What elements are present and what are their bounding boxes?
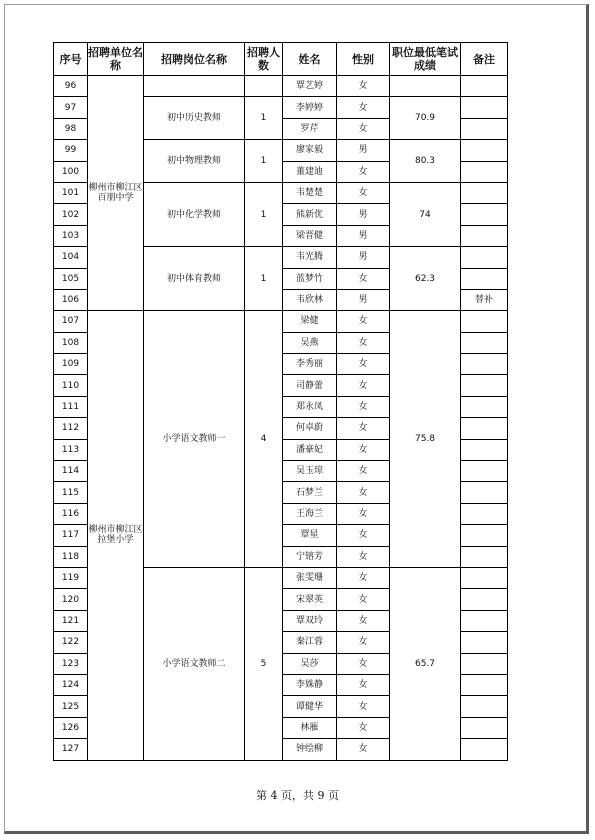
- header-unit: 招聘单位名称: [88, 43, 144, 76]
- remark-cell: [461, 632, 508, 653]
- seq-cell: 108: [54, 332, 88, 353]
- seq-cell: 113: [54, 439, 88, 460]
- remark-cell: [461, 247, 508, 268]
- header-name: 姓名: [283, 43, 337, 76]
- remark-cell: [461, 225, 508, 246]
- name-cell: 潘豪妃: [283, 439, 337, 460]
- quota-cell: [245, 76, 283, 97]
- gender-cell: 女: [337, 717, 390, 738]
- name-cell: 吴燕: [283, 332, 337, 353]
- remark-cell: [461, 375, 508, 396]
- name-cell: 韦楚楚: [283, 182, 337, 203]
- score-cell: 80.3: [390, 140, 461, 183]
- gender-cell: 女: [337, 674, 390, 695]
- gender-cell: 女: [337, 696, 390, 717]
- gender-cell: 女: [337, 610, 390, 631]
- score-cell: 65.7: [390, 567, 461, 760]
- gender-cell: 女: [337, 375, 390, 396]
- seq-cell: 124: [54, 674, 88, 695]
- gender-cell: 女: [337, 461, 390, 482]
- name-cell: 李姝静: [283, 674, 337, 695]
- position-cell: 初中物理教师: [144, 140, 245, 183]
- header-row: [54, 43, 508, 76]
- remark-cell: 替补: [461, 289, 508, 310]
- seq-cell: 125: [54, 696, 88, 717]
- recruitment-table: [53, 42, 508, 761]
- seq-cell: 120: [54, 589, 88, 610]
- position-cell: 小学语文教师二: [144, 567, 245, 760]
- gender-cell: 女: [337, 268, 390, 289]
- gender-cell: 男: [337, 140, 390, 161]
- unit-cell: 柳州市柳江区拉堡小学: [88, 311, 144, 760]
- seq-cell: 100: [54, 161, 88, 182]
- seq-cell: 123: [54, 653, 88, 674]
- remark-cell: [461, 140, 508, 161]
- remark-cell: [461, 739, 508, 760]
- position-cell: 初中历史教师: [144, 97, 245, 140]
- position-cell: 初中体育教师: [144, 247, 245, 311]
- seq-cell: 121: [54, 610, 88, 631]
- position-cell: 小学语文教师一: [144, 311, 245, 568]
- seq-cell: 114: [54, 461, 88, 482]
- gender-cell: 女: [337, 589, 390, 610]
- remark-cell: [461, 461, 508, 482]
- gender-cell: 女: [337, 567, 390, 588]
- name-cell: 王海兰: [283, 503, 337, 524]
- name-cell: 石梦兰: [283, 482, 337, 503]
- name-cell: 李秀丽: [283, 354, 337, 375]
- seq-cell: 119: [54, 567, 88, 588]
- seq-cell: 112: [54, 418, 88, 439]
- gender-cell: 女: [337, 503, 390, 524]
- name-cell: 秦江蓉: [283, 632, 337, 653]
- name-cell: 韦欣林: [283, 289, 337, 310]
- name-cell: 罗芹: [283, 118, 337, 139]
- seq-cell: 101: [54, 182, 88, 203]
- score-cell: 62.3: [390, 247, 461, 311]
- gender-cell: 女: [337, 311, 390, 332]
- remark-cell: [461, 717, 508, 738]
- name-cell: 何卓蔚: [283, 418, 337, 439]
- header-gender: 性别: [337, 43, 390, 76]
- gender-cell: 女: [337, 546, 390, 567]
- gender-cell: 女: [337, 482, 390, 503]
- gender-cell: 女: [337, 182, 390, 203]
- seq-cell: 97: [54, 97, 88, 118]
- remark-cell: [461, 589, 508, 610]
- seq-cell: 96: [54, 76, 88, 97]
- gender-cell: 女: [337, 396, 390, 417]
- remark-cell: [461, 674, 508, 695]
- remark-cell: [461, 268, 508, 289]
- name-cell: 覃星: [283, 525, 337, 546]
- gender-cell: 女: [337, 161, 390, 182]
- seq-cell: 110: [54, 375, 88, 396]
- seq-cell: 105: [54, 268, 88, 289]
- name-cell: 熊新优: [283, 204, 337, 225]
- name-cell: 谭健华: [283, 696, 337, 717]
- gender-cell: 男: [337, 289, 390, 310]
- remark-cell: [461, 332, 508, 353]
- seq-cell: 99: [54, 140, 88, 161]
- table-row: [54, 76, 508, 97]
- gender-cell: 女: [337, 632, 390, 653]
- seq-cell: 107: [54, 311, 88, 332]
- seq-cell: 126: [54, 717, 88, 738]
- seq-cell: 106: [54, 289, 88, 310]
- remark-cell: [461, 653, 508, 674]
- remark-cell: [461, 161, 508, 182]
- gender-cell: 女: [337, 739, 390, 760]
- quota-cell: 1: [245, 182, 283, 246]
- seq-cell: 102: [54, 204, 88, 225]
- quota-cell: 5: [245, 567, 283, 760]
- remark-cell: [461, 610, 508, 631]
- gender-cell: 女: [337, 525, 390, 546]
- gender-cell: 女: [337, 439, 390, 460]
- table-row: [54, 311, 508, 332]
- gender-cell: 男: [337, 225, 390, 246]
- seq-cell: 122: [54, 632, 88, 653]
- gender-cell: 女: [337, 418, 390, 439]
- remark-cell: [461, 482, 508, 503]
- position-cell: [144, 76, 245, 97]
- name-cell: 韦光腾: [283, 247, 337, 268]
- name-cell: 郑永凤: [283, 396, 337, 417]
- name-cell: 钟绘柳: [283, 739, 337, 760]
- gender-cell: 男: [337, 247, 390, 268]
- header-remark: 备注: [461, 43, 508, 76]
- gender-cell: 女: [337, 97, 390, 118]
- gender-cell: 男: [337, 204, 390, 225]
- seq-cell: 111: [54, 396, 88, 417]
- remark-cell: [461, 76, 508, 97]
- name-cell: 吴莎: [283, 653, 337, 674]
- score-cell: 74: [390, 182, 461, 246]
- seq-cell: 117: [54, 525, 88, 546]
- remark-cell: [461, 418, 508, 439]
- name-cell: 宁镕芳: [283, 546, 337, 567]
- name-cell: 覃艺婷: [283, 76, 337, 97]
- remark-cell: [461, 311, 508, 332]
- name-cell: 覃双玲: [283, 610, 337, 631]
- table-body: [54, 76, 508, 761]
- name-cell: 张雯珊: [283, 567, 337, 588]
- name-cell: 蓝梦竹: [283, 268, 337, 289]
- name-cell: 廖家毅: [283, 140, 337, 161]
- gender-cell: 女: [337, 653, 390, 674]
- remark-cell: [461, 546, 508, 567]
- quota-cell: 4: [245, 311, 283, 568]
- position-cell: 初中化学教师: [144, 182, 245, 246]
- gender-cell: 女: [337, 76, 390, 97]
- page-footer: 第 4 页，共 9 页: [256, 789, 339, 802]
- remark-cell: [461, 525, 508, 546]
- quota-cell: 1: [245, 140, 283, 183]
- remark-cell: [461, 503, 508, 524]
- header-quota: 招聘人数: [245, 43, 283, 76]
- quota-cell: 1: [245, 97, 283, 140]
- remark-cell: [461, 696, 508, 717]
- header-score: 职位最低笔试成绩: [390, 43, 461, 76]
- quota-cell: 1: [245, 247, 283, 311]
- seq-cell: 118: [54, 546, 88, 567]
- remark-cell: [461, 567, 508, 588]
- name-cell: 梁晋健: [283, 225, 337, 246]
- remark-cell: [461, 396, 508, 417]
- score-cell: [390, 76, 461, 97]
- score-cell: 75.8: [390, 311, 461, 568]
- gender-cell: 女: [337, 354, 390, 375]
- name-cell: 李婷婷: [283, 97, 337, 118]
- remark-cell: [461, 118, 508, 139]
- seq-cell: 103: [54, 225, 88, 246]
- name-cell: 董建迪: [283, 161, 337, 182]
- name-cell: 林雁: [283, 717, 337, 738]
- seq-cell: 127: [54, 739, 88, 760]
- header-position: 招聘岗位名称: [144, 43, 245, 76]
- gender-cell: 女: [337, 118, 390, 139]
- remark-cell: [461, 354, 508, 375]
- name-cell: 司静蕾: [283, 375, 337, 396]
- unit-cell: 柳州市柳江区百朋中学: [88, 76, 144, 311]
- remark-cell: [461, 204, 508, 225]
- name-cell: 宋翠英: [283, 589, 337, 610]
- seq-cell: 104: [54, 247, 88, 268]
- gender-cell: 女: [337, 332, 390, 353]
- score-cell: 70.9: [390, 97, 461, 140]
- remark-cell: [461, 439, 508, 460]
- seq-cell: 109: [54, 354, 88, 375]
- name-cell: 吴玉琼: [283, 461, 337, 482]
- name-cell: 梁健: [283, 311, 337, 332]
- header-seq: 序号: [54, 43, 88, 76]
- remark-cell: [461, 97, 508, 118]
- remark-cell: [461, 182, 508, 203]
- seq-cell: 98: [54, 118, 88, 139]
- seq-cell: 115: [54, 482, 88, 503]
- seq-cell: 116: [54, 503, 88, 524]
